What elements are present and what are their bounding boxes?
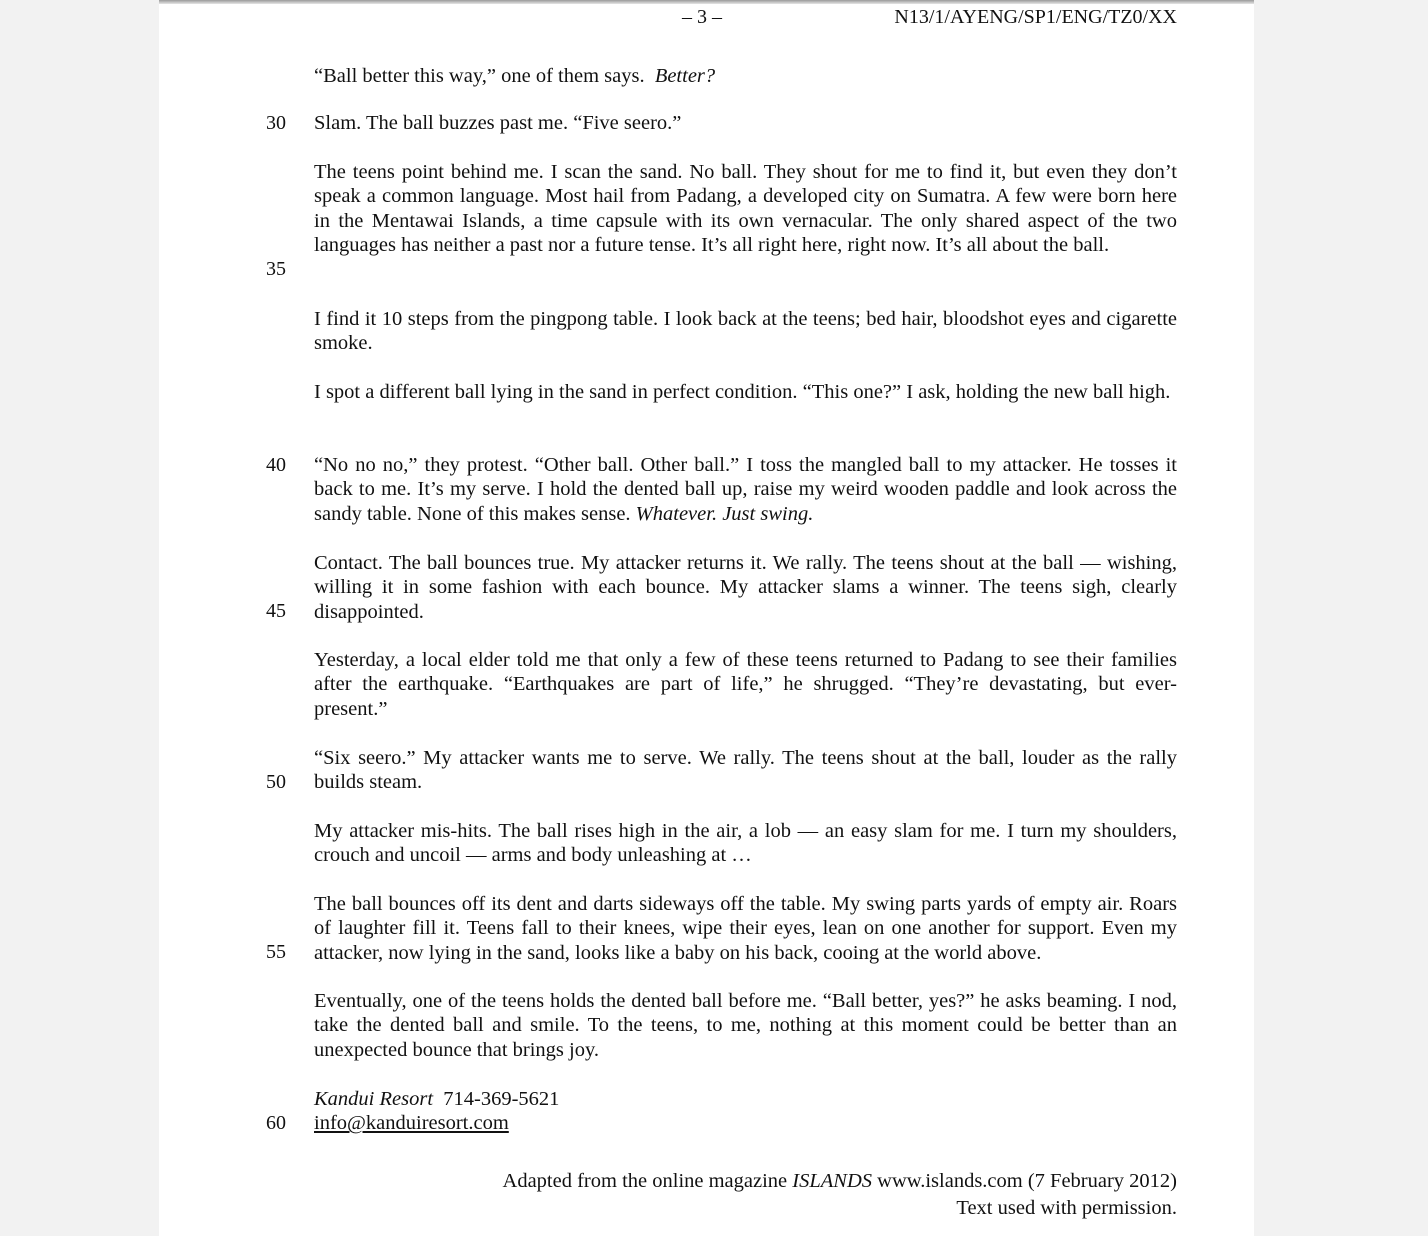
permission-note: Text used with permission. [956,1197,1177,1219]
paragraph-6-text: “No no no,” they protest. “Other ball. Other ball.” I toss the mangled ball to my attacker. He tosses it back to me. It’s my serve. I hold the dented ball up, raise my weird wooden paddle and look across the sandy table. None of this makes sense. [314,454,1177,525]
credit-suffix: www.islands.com (7 February 2012) [877,1170,1177,1192]
resort-email-link[interactable]: info@kanduiresort.com [314,1112,509,1135]
paragraph-1-text: “Ball better this way,” one of them says. [314,65,645,87]
credit-prefix: Adapted from the online magazine [502,1170,788,1192]
line-number-45: 45 [266,600,286,622]
paragraph-9: “Six seero.” My attacker wants me to serve. We rally. The teens shout at the ball, louder as the rally builds steam. [314,747,1177,794]
line-number-40: 40 [266,454,286,476]
paragraph-7: Contact. The ball bounces true. My attacker returns it. We rally. The teens shout at the ball — wishing, willing it in some fashion with each bounce. My attacker slams a winner. The teens sigh, clearly disappointed. [314,552,1177,623]
line-number-50: 50 [266,771,286,793]
paragraph-12: Eventually, one of the teens holds the dented ball before me. “Ball better, yes?” he asks beaming. I nod, take the dented ball and smile. To the teens, to me, nothing at this moment could be better than an unexpected bounce that brings joy. [314,990,1177,1061]
paragraph-2: Slam. The ball buzzes past me. “Five seero.” [314,112,682,134]
magazine-name: ISLANDS [792,1170,873,1192]
paragraph-5: I spot a different ball lying in the sand in perfect condition. “This one?” I ask, holding the new ball high. [314,381,1171,403]
paragraph-11: The ball bounces off its dent and darts sideways off the table. My swing parts yards of empty air. Roars of laughter fill it. Teens fall to their knees, wipe their eyes, lean on one another for support. Even my attacker, now lying in the sand, looks like a baby on his back, cooing at the world above. [314,893,1177,964]
paragraph-3: The teens point behind me. I scan the sand. No ball. They shout for me to find it, but even they don’t speak a common language. Most hail from Padang, a developed city on Sumatra. A few were born here in the Mentawai Islands, a time capsule with its own vernacular. The only shared aspect of the two languages has neither a past nor a future tense. It’s all right here, right now. It’s all about the ball. [314,161,1177,257]
page-top-edge [159,0,1254,4]
source-credit [503,1169,1177,1193]
resort-phone: 714-369-5621 [443,1088,560,1110]
contact-block [314,1087,1177,1136]
line-number-35: 35 [266,258,286,280]
line-number-30: 30 [266,112,286,134]
line-number-55: 55 [266,941,286,963]
viewer-background-left [0,0,159,1236]
viewer-background-right [1254,0,1428,1236]
page-number: – 3 – [682,6,722,28]
paragraph-6 [314,453,1177,526]
exam-code: N13/1/AYENG/SP1/ENG/TZ0/XX [894,6,1177,28]
paragraph-1 [314,64,1177,88]
line-number-60: 60 [266,1112,286,1134]
paragraph-8: Yesterday, a local elder told me that only a few of these teens returned to Padang to see their families after the earthquake. “Earthquakes are part of life,” he shrugged. “They’re devastating, but ever-present.” [314,649,1177,720]
paragraph-4: I find it 10 steps from the pingpong table. I look back at the teens; bed hair, bloodshot eyes and cigarette smoke. [314,308,1177,355]
paragraph-1-italic: Better? [654,65,716,87]
paragraph-10: My attacker mis-hits. The ball rises high in the air, a lob — an easy slam for me. I turn my shoulders, crouch and uncoil — arms and body unleashing at … [314,820,1177,867]
resort-name: Kandui Resort [314,1088,434,1110]
paragraph-6-italic: Whatever. Just swing. [635,502,814,525]
